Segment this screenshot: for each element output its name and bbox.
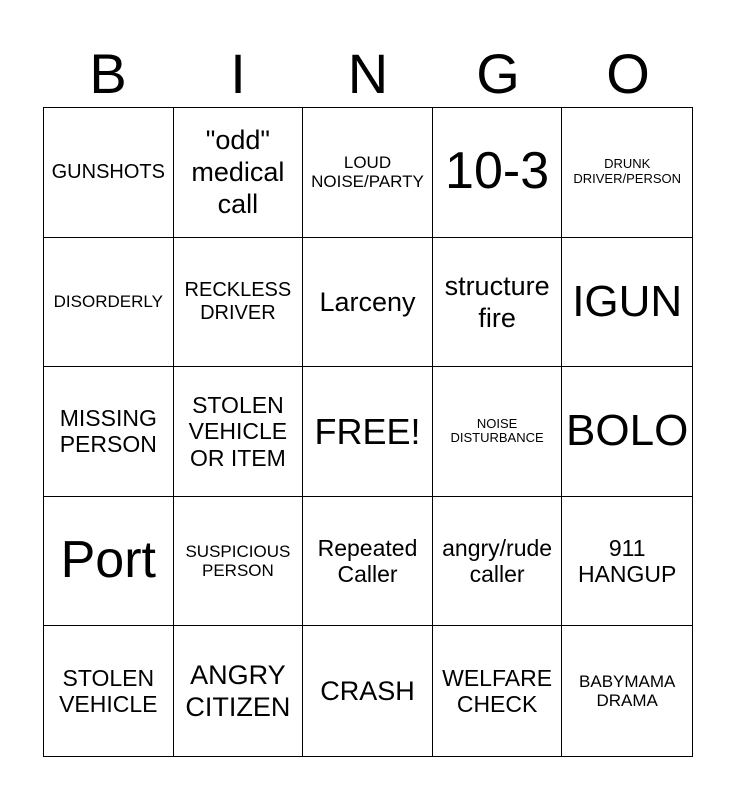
header-letter-b: B: [89, 42, 127, 105]
header-letter-i: I: [230, 42, 246, 105]
bingo-cell-r4c4[interactable]: angry/rude caller: [433, 497, 563, 627]
bingo-cell-r4c1[interactable]: Port: [44, 497, 174, 627]
bingo-cell-r3c2[interactable]: STOLEN VEHICLE OR ITEM: [174, 367, 304, 497]
bingo-cell-r1c3[interactable]: LOUD NOISE/PARTY: [303, 108, 433, 238]
bingo-cell-r5c3[interactable]: CRASH: [303, 626, 433, 756]
bingo-cell-r2c4[interactable]: structure fire: [433, 238, 563, 368]
header-letter-n: N: [347, 42, 389, 105]
bingo-board: [43, 107, 693, 757]
bingo-cell-r2c5[interactable]: IGUN: [562, 238, 692, 368]
bingo-cell-r5c2[interactable]: ANGRY CITIZEN: [174, 626, 304, 756]
bingo-cell-r4c2[interactable]: SUSPICIOUS PERSON: [174, 497, 304, 627]
bingo-cell-r1c5[interactable]: DRUNK DRIVER/PERSON: [562, 108, 692, 238]
bingo-cell-r2c3[interactable]: Larceny: [303, 238, 433, 368]
header-letter-o: O: [606, 42, 650, 105]
bingo-cell-r3c3[interactable]: FREE!: [303, 367, 433, 497]
bingo-cell-r1c4[interactable]: 10-3: [433, 108, 563, 238]
bingo-cell-r4c3[interactable]: Repeated Caller: [303, 497, 433, 627]
bingo-cell-r5c5[interactable]: BABYMAMA DRAMA: [579, 671, 676, 711]
bingo-cell-r3c1[interactable]: MISSING PERSON: [44, 367, 174, 497]
bingo-cell-r5c1[interactable]: STOLEN VEHICLE: [44, 626, 174, 756]
bingo-cell-r4c5[interactable]: 911 HANGUP: [562, 497, 692, 627]
bingo-header: [43, 40, 693, 108]
bingo-cell-r2c2[interactable]: RECKLESS DRIVER: [174, 238, 304, 368]
bingo-cell-r1c1[interactable]: GUNSHOTS: [44, 108, 174, 238]
header-letter-g: G: [476, 42, 520, 105]
bingo-cell-r3c4[interactable]: NOISE DISTURBANCE: [433, 367, 563, 497]
bingo-cell-r5c4[interactable]: WELFARE CHECK: [433, 626, 563, 756]
bingo-cell-r1c2[interactable]: "odd" medical call: [174, 108, 304, 238]
bingo-cell-r3c5[interactable]: BOLO: [562, 367, 692, 497]
bingo-cell-r2c1[interactable]: DISORDERLY: [44, 238, 174, 368]
